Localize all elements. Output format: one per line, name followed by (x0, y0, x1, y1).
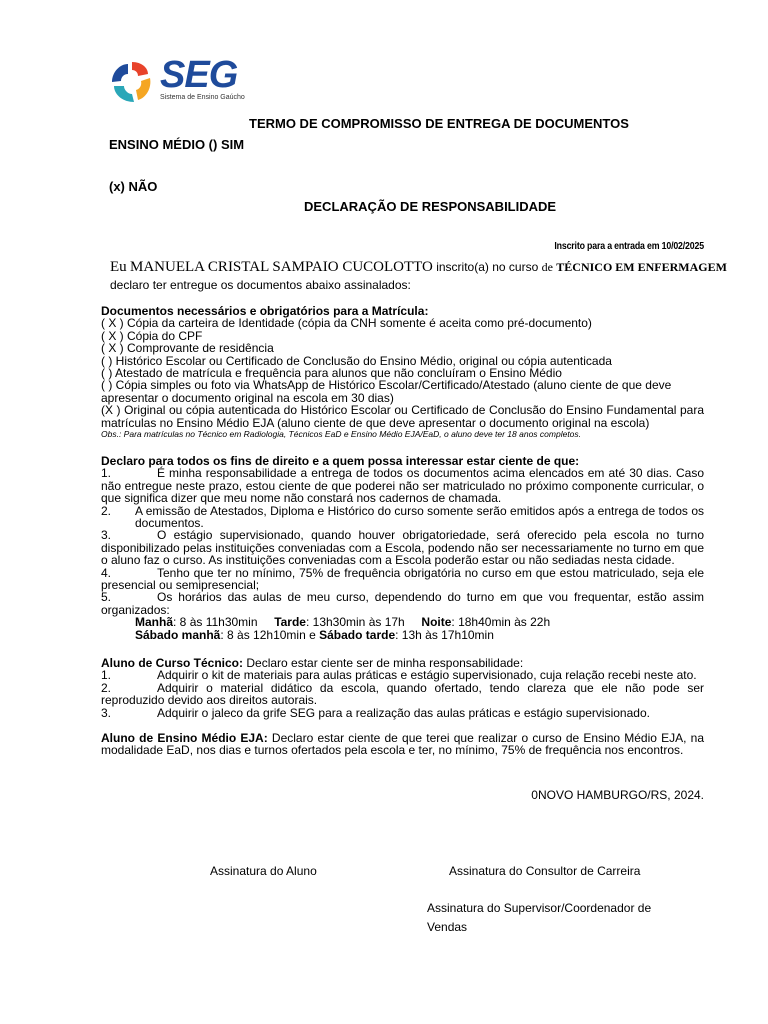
declaro-item: 2. A emissão de Atestados, Diploma e Histórico do curso somente serão emitidos após a entrega de todos os documentos. (101, 503, 704, 531)
documents-title: Documentos necessários e obrigatórios para a Matrícula: (101, 304, 429, 318)
document-title: TERMO DE COMPROMISSO DE ENTREGA DE DOCUMENTOS (249, 116, 629, 131)
declaro-item: 1. É minha responsabilidade a entrega de todos os documentos acima elencados em até 30 dias. Caso não entregue neste prazo, estou ciente de que poderei não ser matriculado no próximo componente curricular, o que significa dizer que meu nome não constará nos cadernos de chamada. (101, 466, 704, 506)
student-name: MANUELA CRISTAL SAMPAIO CUCOLOTTO (130, 259, 433, 275)
logo-text: SEG (160, 54, 238, 96)
seg-logo (108, 56, 248, 106)
horarios-row-2: Sábado manhã: 8 às 12h10min e Sábado tarde: 13h às 17h10min (135, 627, 494, 642)
tecnico-item: 2. Adquirir o material didático da escola, quando ofertado, tendo clareza que ele não pode ser reproduzido devido aos direitos autorais. (101, 680, 704, 708)
signature-consultor: Assinatura do Consultor de Carreira (449, 864, 641, 878)
doc-item: ( X ) Comprovante de residência (101, 341, 274, 356)
de-label: de (541, 260, 553, 274)
declaro-item: 4. Tenho que ter no mínimo, 75% de frequência obrigatória no curso em que estou matriculado, seja ele presencial ou semipresencial; (101, 565, 704, 593)
eu-label: Eu (110, 259, 127, 275)
ensino-medio-option: ENSINO MÉDIO () SIM (109, 137, 245, 152)
documents-section (101, 305, 704, 439)
signature-aluno: Assinatura do Aluno (210, 864, 317, 878)
inscrito-date: Inscrito para a entrada em 10/02/2025 (554, 241, 704, 252)
logo-subtitle: Sistema de Ensino Gaúcho (160, 94, 245, 101)
declaro-item: 3. O estágio supervisionado, quando houver obrigatoriedade, será oferecido pela escola no turno disponibilizado pelas instituições conveniadas com a Escola, podendo não ser necessariamente no turno em que o aluno faz o curso. As instituições conveniadas com a Escola poderão estar ou não sediadas nesta cidade. (101, 528, 704, 568)
declaro-title: Declaro para todos os fins de direito e a quem possa interessar estar ciente de que: (101, 454, 580, 468)
doc-item: ( ) Atestado de matrícula e frequência para alunos que não concluíram o Ensino Médio (101, 366, 562, 381)
intro-line (110, 259, 727, 276)
nao-option: (x) NÃO (109, 179, 158, 194)
eja-label: Aluno de Ensino Médio EJA: (101, 731, 268, 745)
eja-text: Declaro estar ciente de que terei que realizar o curso de Ensino Médio EJA, na modalidade EaD, nos dias e turnos ofertados pela escola e ter, no mínimo, 75% de frequência nos encontros. (101, 731, 704, 758)
seg-logo-icon (108, 58, 156, 106)
tecnico-intro: Aluno de Curso Técnico: Declaro estar ciente ser de minha responsabilidade: (101, 656, 524, 670)
course-name: TÉCNICO EM ENFERMAGEM (556, 260, 727, 274)
documents-obs: Obs.: Para matrículas no Técnico em Radiologia, Técnicos EaD e Ensino Médio EJA/EaD, o aluno deve ter 18 anos completos. (101, 429, 582, 440)
declaro-item: 5. Os horários das aulas de meu curso, dependendo do turno em que vou frequentar, estão assim organizados: (101, 590, 704, 617)
declaration-heading: DECLARAÇÃO DE RESPONSABILIDADE (304, 199, 557, 214)
inscrito-label: inscrito(a) no curso (436, 260, 539, 274)
tecnico-item: 1. Adquirir o kit de materiais para aulas práticas e estágio supervisionado, cuja relação recebi neste ato. (101, 668, 697, 683)
doc-item: ( ) Cópia simples ou foto via WhatsApp de Histórico Escolar/Certificado/Atestado (aluno ciente de que deve apresentar o documento original na escola em 30 dias) (101, 378, 672, 405)
doc-item: ( X ) Cópia do CPF (101, 328, 203, 343)
horarios-row-1: Manhã: 8 às 11h30min Tarde: 13h30min às 17h Noite: 18h40min às 22h (135, 615, 551, 630)
place-date: 0NOVO HAMBURGO/RS, 2024. (531, 788, 704, 802)
doc-item: ( X ) Cópia da carteira de Identidade (cópia da CNH somente é aceita como pré-documento) (101, 316, 592, 331)
signature-supervisor: Assinatura do Supervisor/Coordenador de (427, 901, 652, 915)
declaro-section (101, 455, 704, 641)
tecnico-section (101, 657, 704, 719)
eja-section (101, 732, 704, 757)
signature-supervisor-2: Vendas (427, 920, 468, 934)
doc-item: ( ) Histórico Escolar ou Certificado de Conclusão do Ensino Médio, original ou cópia autenticada (101, 353, 612, 368)
intro-line-2: declaro ter entregue os documentos abaixo assinalados: (110, 278, 411, 292)
tecnico-item: 3. Adquirir o jaleco da grife SEG para a realização das aulas práticas e estágio supervisionado. (101, 705, 650, 720)
doc-item: (X ) Original ou cópia autenticada do Histórico Escolar ou Certificado de Conclusão do Ensino Fundamental para matrículas no Ensino Médio EJA (aluno ciente de que deve apresentar o documento original na escola) (101, 403, 704, 430)
